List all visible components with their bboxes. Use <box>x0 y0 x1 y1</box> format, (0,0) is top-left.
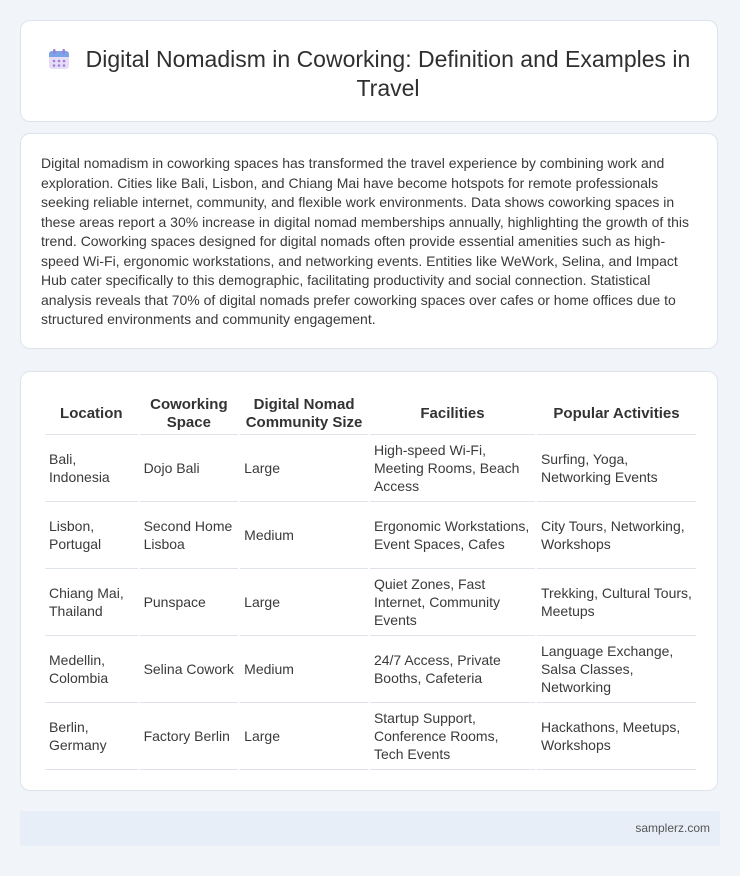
cell-location: Medellin, Colombia <box>45 636 138 703</box>
table-row <box>45 502 696 569</box>
page-title-text: Digital Nomadism in Coworking: Definition and Examples in Travel <box>85 46 691 101</box>
cell-facilities: Ergonomic Workstations, Event Spaces, Cafes <box>370 502 535 569</box>
cell-facilities: 24/7 Access, Private Booths, Cafeteria <box>370 636 535 703</box>
cell-facilities: Startup Support, Conference Rooms, Tech Events <box>370 703 535 770</box>
footer <box>20 811 720 846</box>
cell-coworking-space: Dojo Bali <box>140 435 239 502</box>
cell-coworking-space: Selina Cowork <box>140 636 239 703</box>
intro-card <box>20 133 718 349</box>
table-header-row <box>45 394 696 435</box>
cell-location: Lisbon, Portugal <box>45 502 138 569</box>
table-row <box>45 569 696 636</box>
cell-community-size: Medium <box>240 502 368 569</box>
intro-paragraph: Digital nomadism in coworking spaces has transformed the travel experience by combining work and exploration. Cities like Bali, Lisbon, and Chiang Mai have become hotspots for remote professionals seeking reliable internet, community, and flexible work environments. Data shows coworking spaces in these areas report a 30% increase in digital nomad memberships annually, highlighting the growth of this trend. Coworking spaces designed for digital nomads often provide essential amenities such as high-speed Wi-Fi, ergonomic workstations, and networking events. Entities like WeWork, Selina, and Impact Hub cater specifically to this demographic, facilitating productivity and social connection. Statistical analysis reveals that 70% of digital nomads prefer coworking spaces over cafes or home offices due to structured environments and community engagement. <box>41 155 689 327</box>
header-location: Location <box>45 394 138 435</box>
title-card <box>20 20 718 122</box>
cell-activities: Hackathons, Meetups, Workshops <box>537 703 696 770</box>
table-card <box>20 371 718 791</box>
cell-facilities: High-speed Wi-Fi, Meeting Rooms, Beach Access <box>370 435 535 502</box>
cell-community-size: Medium <box>240 636 368 703</box>
table-row <box>45 636 696 703</box>
cell-location: Berlin, Germany <box>45 703 138 770</box>
table-row <box>45 703 696 770</box>
cell-community-size: Large <box>240 435 368 502</box>
footer-site-link[interactable]: samplerz.com <box>635 821 710 835</box>
header-community-size: Digital Nomad Community Size <box>240 394 368 435</box>
nomad-table <box>43 394 698 770</box>
cell-activities: Language Exchange, Salsa Classes, Networking <box>537 636 696 703</box>
cell-activities: Trekking, Cultural Tours, Meetups <box>537 569 696 636</box>
page-title <box>21 45 717 103</box>
cell-location: Bali, Indonesia <box>45 435 138 502</box>
cell-community-size: Large <box>240 569 368 636</box>
header-facilities: Facilities <box>370 394 535 435</box>
cell-community-size: Large <box>240 703 368 770</box>
cell-facilities: Quiet Zones, Fast Internet, Community Events <box>370 569 535 636</box>
cell-location: Chiang Mai, Thailand <box>45 569 138 636</box>
table-row <box>45 435 696 502</box>
cell-activities: City Tours, Networking, Workshops <box>537 502 696 569</box>
cell-coworking-space: Punspace <box>140 569 239 636</box>
cell-activities: Surfing, Yoga, Networking Events <box>537 435 696 502</box>
header-activities: Popular Activities <box>537 394 696 435</box>
cell-coworking-space: Second Home Lisboa <box>140 502 239 569</box>
header-coworking-space: Coworking Space <box>140 394 239 435</box>
cell-coworking-space: Factory Berlin <box>140 703 239 770</box>
